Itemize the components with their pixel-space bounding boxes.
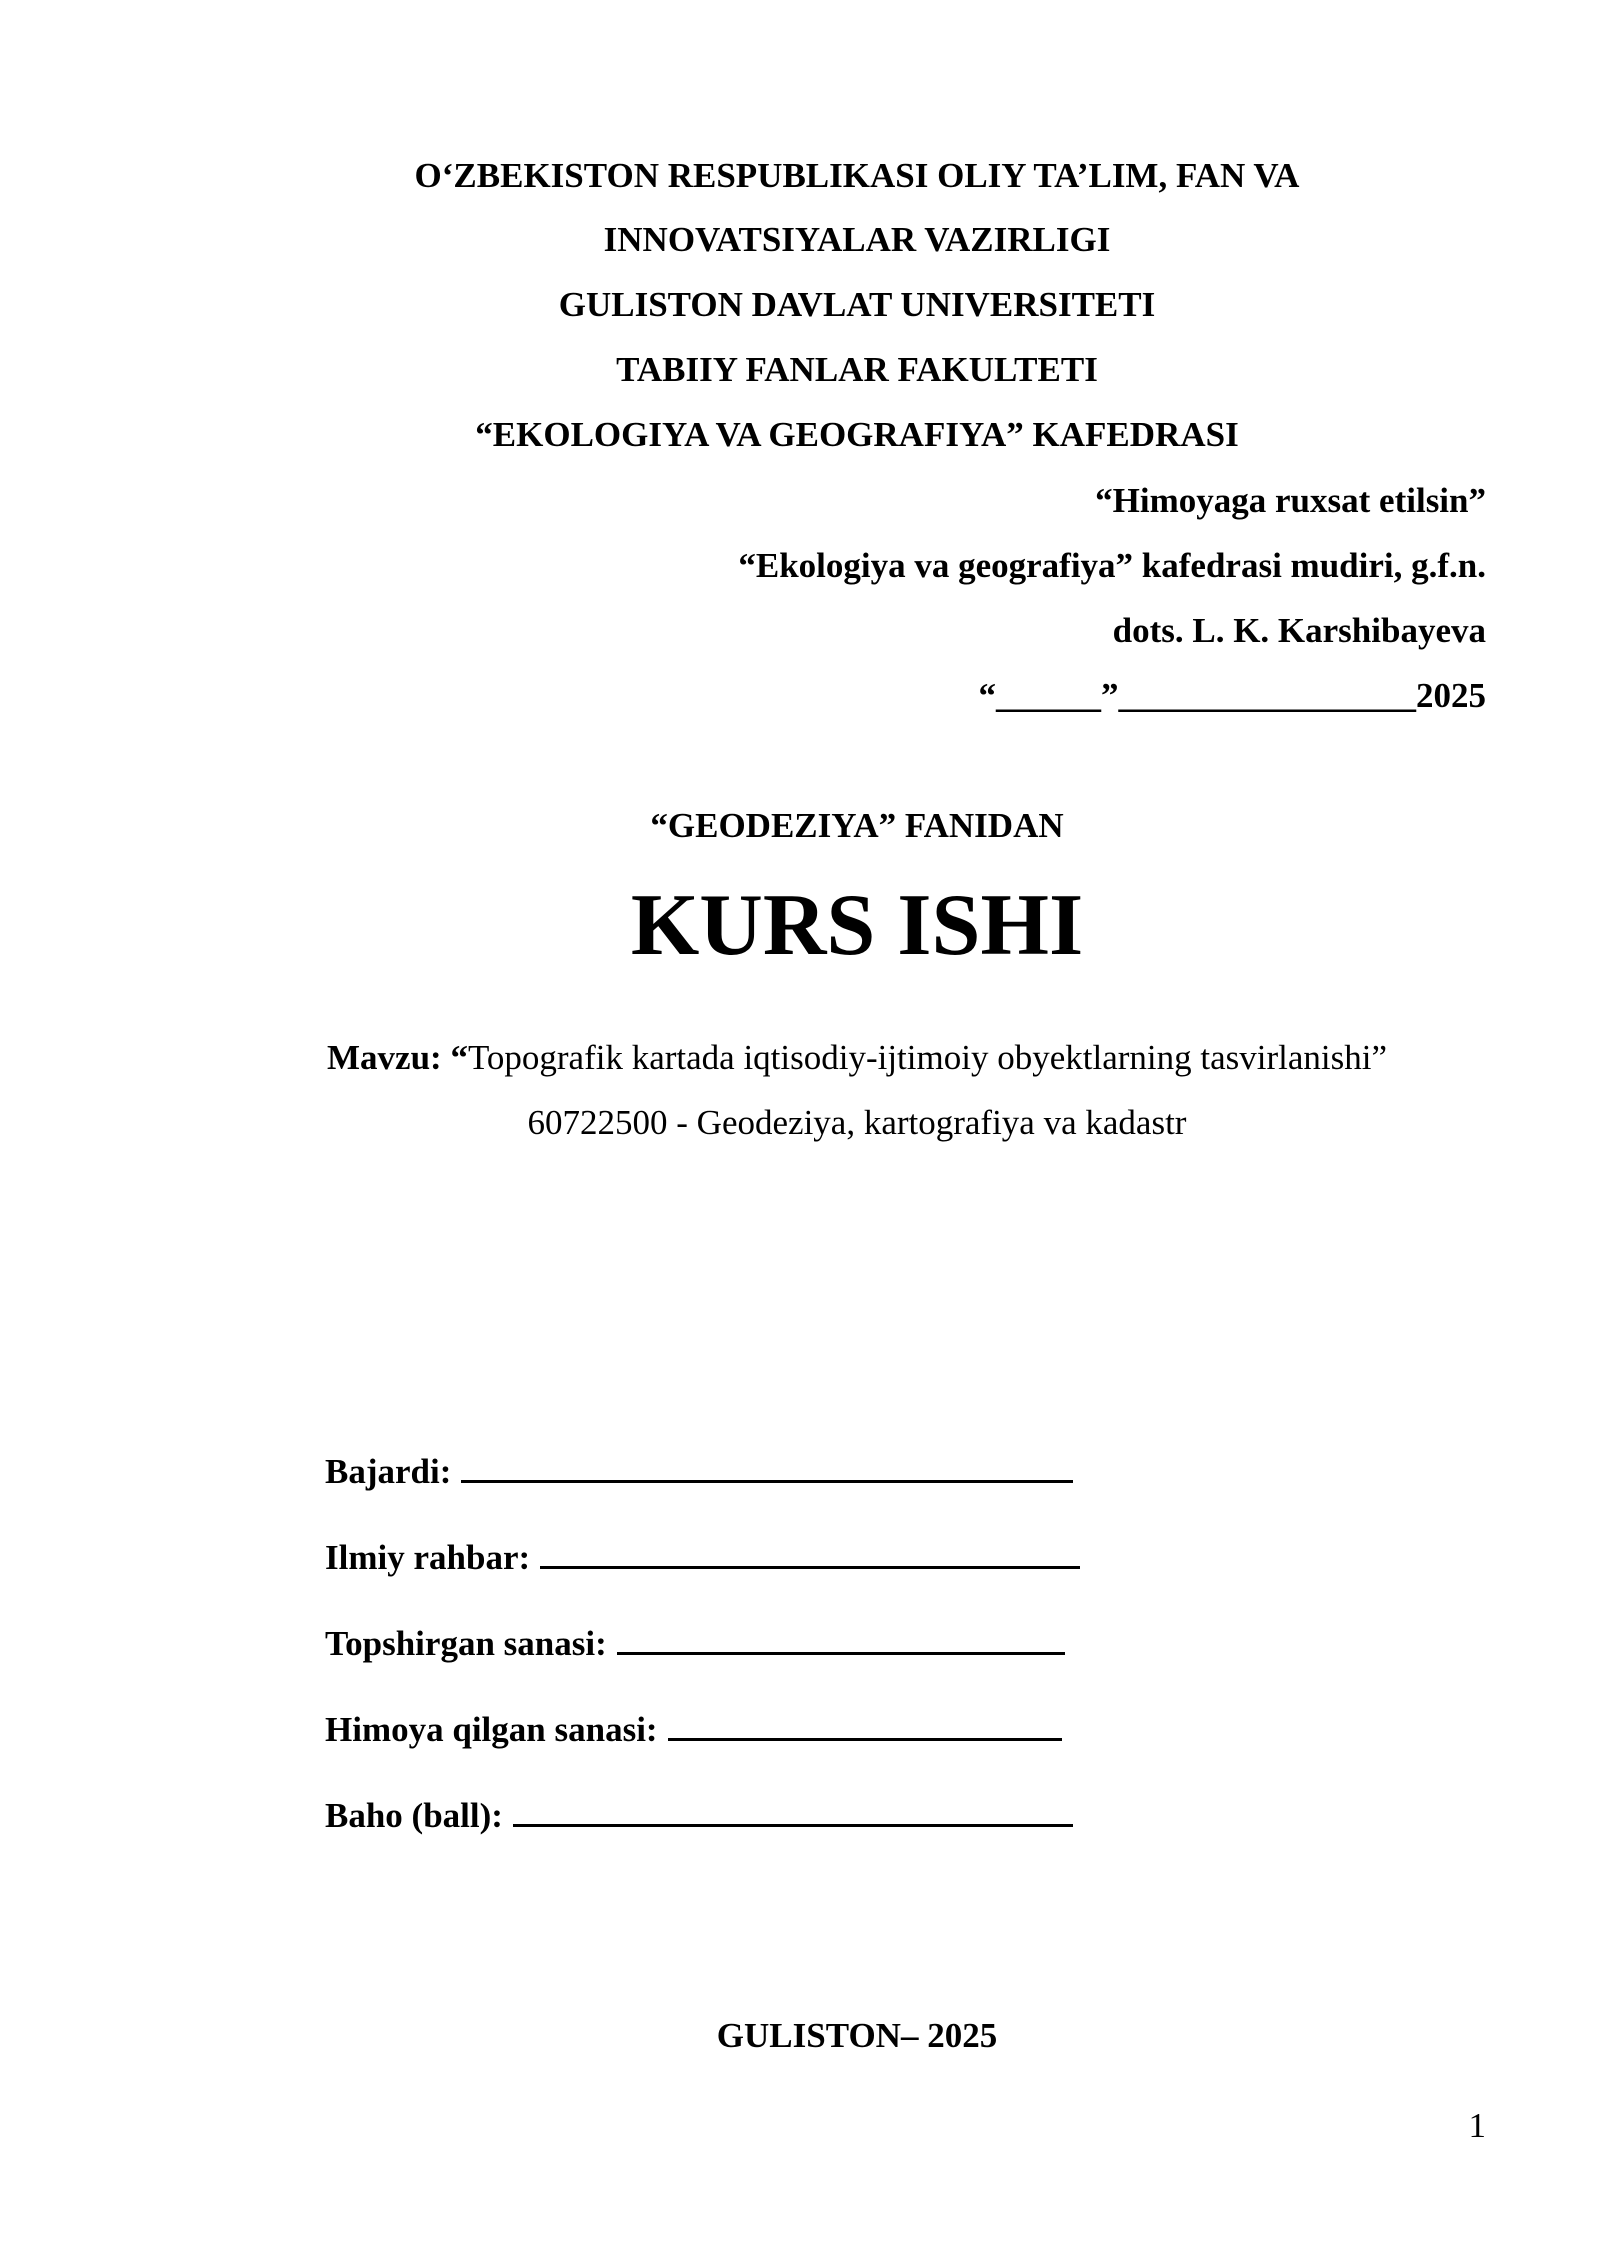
approval-date-line: “______”_________________2025 <box>978 676 1486 715</box>
field-defense-date <box>325 1710 1062 1747</box>
field-submission-date <box>325 1624 1065 1661</box>
field-label: Ilmiy rahbar: <box>325 1538 531 1577</box>
topic-close-quote: ” <box>1371 1038 1387 1077</box>
fill-in-blank[interactable] <box>461 1452 1073 1483</box>
fill-in-blank[interactable] <box>668 1710 1062 1741</box>
field-performed-by <box>325 1452 1073 1489</box>
approval-heading: “Himoyaga ruxsat etilsin” <box>1095 481 1486 520</box>
header-line-ministry-1: O‘ZBEKISTON RESPUBLIKASI OLIY TA’LIM, FAN VA <box>414 156 1300 195</box>
field-label: Himoya qilgan sanasi: <box>325 1710 658 1749</box>
field-supervisor <box>325 1538 1080 1575</box>
field-label: Baho (ball): <box>325 1796 503 1835</box>
approval-signatory: dots. L. K. Karshibayeva <box>1112 611 1486 650</box>
page-number: 1 <box>1468 2106 1486 2145</box>
fill-in-blank[interactable] <box>513 1796 1073 1827</box>
field-label: Topshirgan sanasi: <box>325 1624 607 1663</box>
header-line-university: GULISTON DAVLAT UNIVERSITETI <box>558 285 1156 324</box>
fill-in-blank[interactable] <box>617 1624 1065 1655</box>
topic-line <box>0 1040 1600 1075</box>
fill-in-blank[interactable] <box>540 1538 1080 1569</box>
subject-line: “GEODEZIYA” FANIDAN <box>650 806 1064 845</box>
header-line-ministry-2: INNOVATSIYALAR VAZIRLIGI <box>603 220 1111 259</box>
field-label: Bajardi: <box>325 1452 452 1491</box>
document-title: KURS ISHI <box>630 877 1084 974</box>
footer-city-year: GULISTON– 2025 <box>716 2016 998 2055</box>
header-line-faculty: TABIIY FANLAR FAKULTETI <box>616 350 1098 389</box>
approval-head-of-department: “Ekologiya va geografiya” kafedrasi mudiri, g.f.n. <box>738 546 1486 585</box>
topic-text: Topografik kartada iqtisodiy-ijtimoiy obyektlarning tasvirlanishi <box>467 1038 1372 1077</box>
topic-open-quote: “ <box>450 1038 468 1077</box>
header-line-department: “EKOLOGIYA VA GEOGRAFIYA” KAFEDRASI <box>475 415 1239 454</box>
topic-label: Mavzu: <box>327 1038 442 1077</box>
specialty-line: 60722500 - Geodeziya, kartografiya va kadastr <box>527 1103 1187 1142</box>
field-grade <box>325 1796 1073 1833</box>
